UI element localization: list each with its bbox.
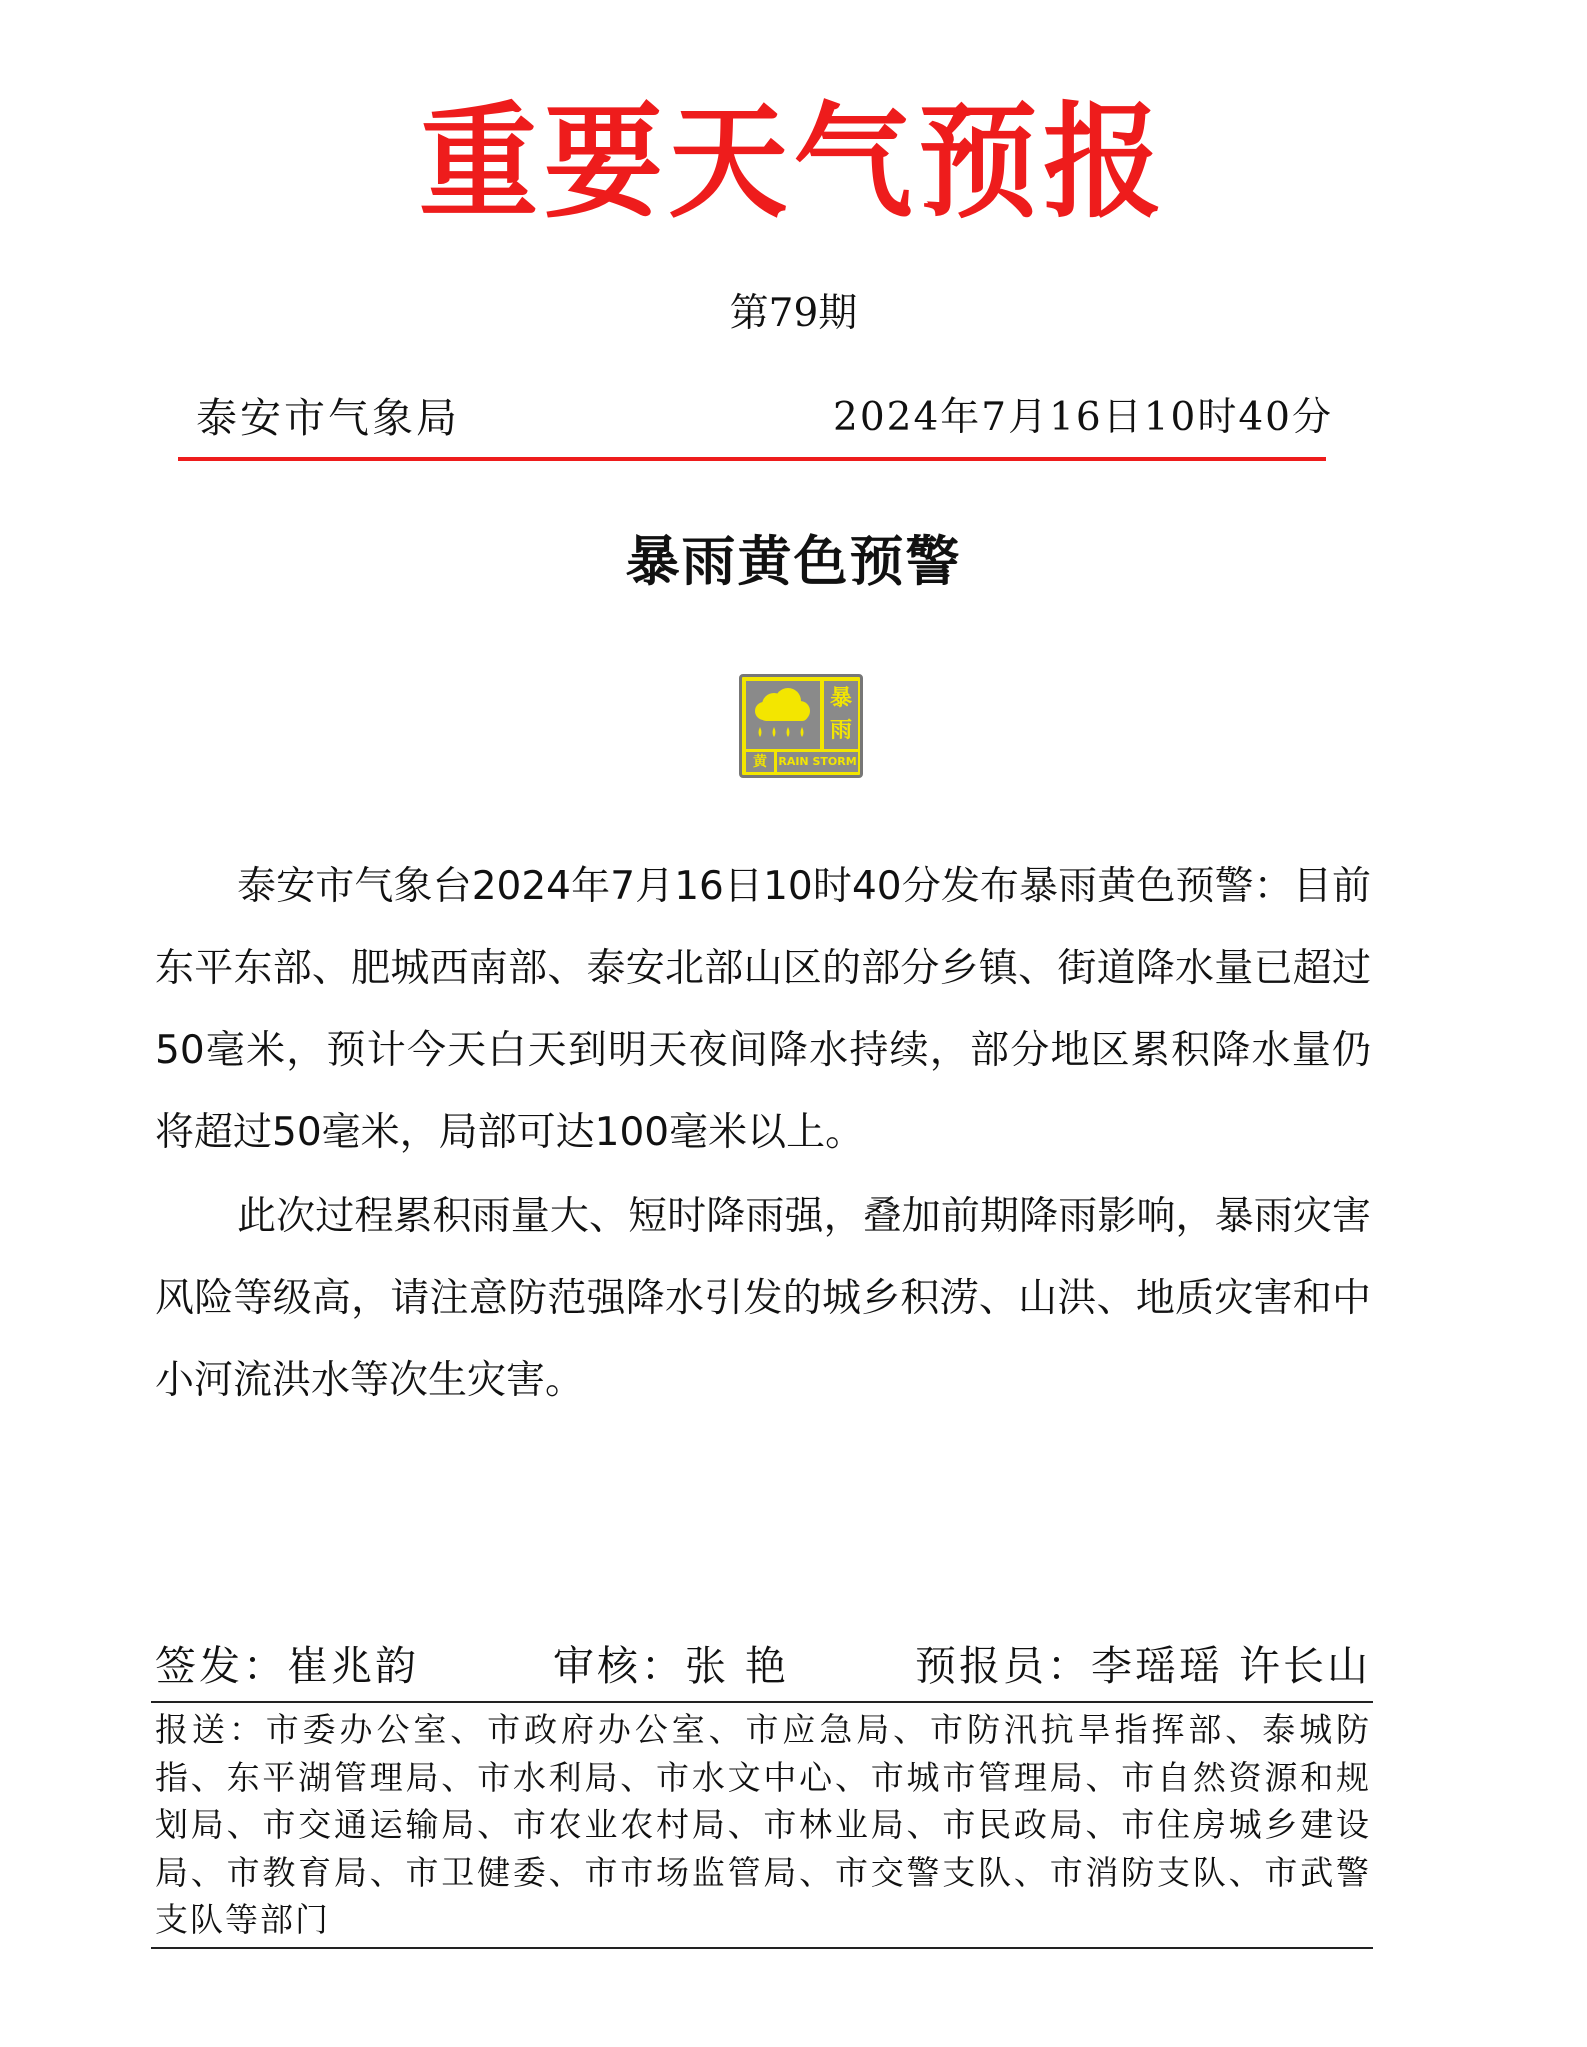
- badge-english-label: RAIN STORM: [777, 752, 858, 772]
- badge-level-char: 黄: [746, 752, 774, 772]
- issue-number: 第79期: [729, 291, 858, 336]
- masthead-title: 重要天气预报: [419, 90, 1168, 235]
- red-divider: [178, 457, 1326, 461]
- badge-char-bottom: 雨: [829, 718, 852, 743]
- signer: 签发：崔兆韵: [155, 1642, 419, 1690]
- body-paragraph-1: 泰安市气象台2024年7月16日10时40分发布暴雨黄色预警：目前东平东部、肥城西南部、泰安北部山区的部分乡镇、街道降水量已超过50毫米，预计今天白天到明天夜间降水持续，部分地区累积降水量仍将超过50毫米，局部可达100毫米以上。: [155, 864, 1371, 1155]
- distribution-bottom-rule: [151, 1947, 1373, 1949]
- alert-title: 暴雨黄色预警: [625, 529, 962, 593]
- rainstorm-yellow-warning-icon: [739, 674, 863, 778]
- distribution-list: 报送：市委办公室、市政府办公室、市应急局、市防汛抗旱指挥部、泰城防指、东平湖管理局、市水利局、市水文中心、市城市管理局、市自然资源和规划局、市交通运输局、市农业农村局、市林业局、市民政局、市住房城乡建设局、市教育局、市卫健委、市市场监管局、市交警支队、市消防支队、市武警支队等部门: [155, 1710, 1371, 1939]
- distribution-top-rule: [151, 1701, 1373, 1703]
- badge-char-top: 暴: [829, 686, 852, 711]
- reviewer: 审核：张 艳: [553, 1642, 790, 1690]
- signature-line: [155, 1636, 1371, 1696]
- cloud-rain-icon: [746, 681, 820, 749]
- issue-time: 2024年7月16日10时40分: [833, 395, 1333, 440]
- body-paragraph-2: 此次过程累积雨量大、短时降雨强，叠加前期降雨影响，暴雨灾害风险等级高，请注意防范强降水引发的城乡积涝、山洪、地质灾害和中小河流洪水等次生灾害。: [155, 1194, 1371, 1403]
- issuer-name: 泰安市气象局: [196, 394, 460, 442]
- badge-label-panel: [824, 681, 858, 749]
- forecasters: 预报员：李瑶瑶 许长山: [914, 1642, 1371, 1690]
